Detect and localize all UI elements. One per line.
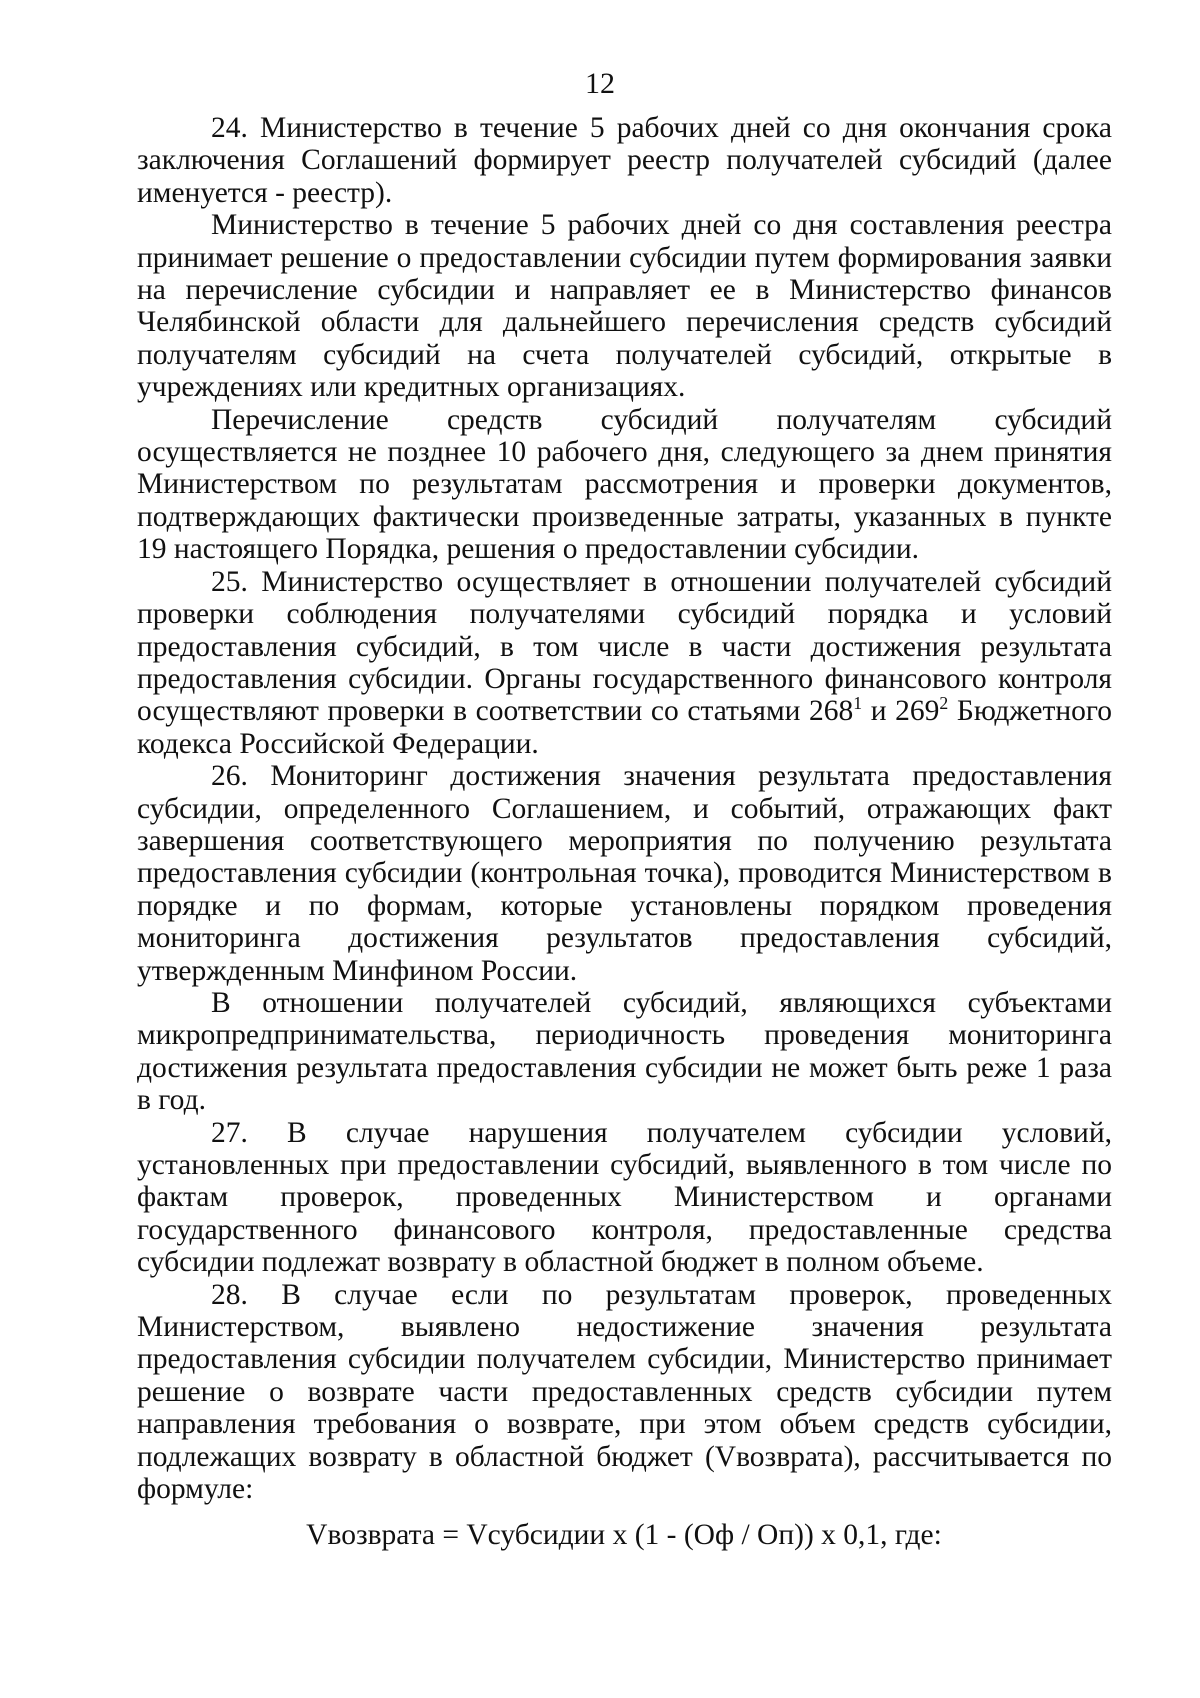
paragraph-26-micro — [137, 987, 1112, 1117]
superscript: 2 — [939, 693, 949, 714]
paragraph-text: Бюджетного кодекса Российской Федерации. — [137, 695, 1113, 760]
paragraph-text: 27. В случае нарушения получателем субсидии условий, установленных при предоставлении субсидий, выявленного в том числе по фактам проверок, проведенных Министерством и органами государственного финансового контроля, предоставленные средства субсидии подлежат возврату в областной бюджет в полном объеме. — [137, 1116, 1112, 1279]
refund-formula: Vвозврата = Vсубсидии x (1 - (Оф / Оп)) x 0,1, где: — [306, 1519, 942, 1551]
paragraph-25 — [137, 566, 1112, 760]
paragraph-text: 28. В случае если по результатам проверок, проведенных Министерством, выявлено недостижение значения результата предоставления субсидии получателем субсидии, Министерство принимает решение о возврате части предоставленных средств субсидии путем направления требования о возврате, при этом объем средств субсидии, подлежащих возврату в областной бюджет (Vвозврата), рассчитывается по формуле: — [137, 1278, 1112, 1506]
paragraph-text: В отношении получателей субсидий, являющихся субъектами микропредпринимательства, периодичность проведения мониторинга достижения результата предоставления субсидии не может быть реже 1 раза в год. — [137, 986, 1112, 1117]
paragraph-text: 24. Министерство в течение 5 рабочих дней со дня окончания срока заключения Соглашений формирует реестр получателей субсидий (далее именуется - реестр). — [137, 112, 1112, 209]
paragraph-28 — [137, 1279, 1112, 1506]
paragraph-text: 25. Министерство осуществляет в отношении получателей субсидий проверки соблюдения получателями субсидий порядка и условий предоставления субсидий, в том числе в части достижения результата предоставления субсидии. Органы государственного финансового контроля осуществляют проверки в соответствии со статьями 268 — [137, 565, 1112, 728]
paragraph-26 — [137, 760, 1112, 987]
paragraph-text: 26. Мониторинг достижения значения результата предоставления субсидии, определенного Соглашением, и событий, отражающих факт завершения соответствующего мероприятия по получению результата предоставления субсидии (контрольная точка), проводится Министерством в порядке и по формам, которые установлены порядком проведения мониторинга достижения результатов предоставления субсидий, утвержденным Минфином России. — [137, 760, 1112, 987]
paragraph-24-transfer — [137, 404, 1112, 566]
page-number: 12 — [585, 67, 615, 100]
paragraph-27 — [137, 1117, 1112, 1279]
paragraph-text: Министерство в течение 5 рабочих дней со дня составления реестра принимает решение о предоставлении субсидии путем формирования заявки на перечисление субсидии и направляет ее в Министерство финансов Челябинской области для дальнейшего перечисления средств субсидий получателям субсидий на счета получателей субсидий, открытые в учреждениях или кредитных организациях. — [137, 209, 1112, 404]
paragraph-text: Перечисление средств субсидий получателям субсидий осуществляется не позднее 10 рабочего дня, следующего за днем принятия Министерством по результатам рассмотрения и проверки документов, подтверждающих фактически произведенные затраты, указанных в пункте 19 настоящего Порядка, решения о предоставлении субсидии. — [137, 403, 1112, 566]
paragraph-text: и 269 — [862, 695, 940, 728]
paragraph-24 — [137, 112, 1112, 209]
superscript: 1 — [853, 693, 863, 714]
paragraph-24-decision — [137, 209, 1112, 403]
document-body — [137, 112, 1112, 1505]
